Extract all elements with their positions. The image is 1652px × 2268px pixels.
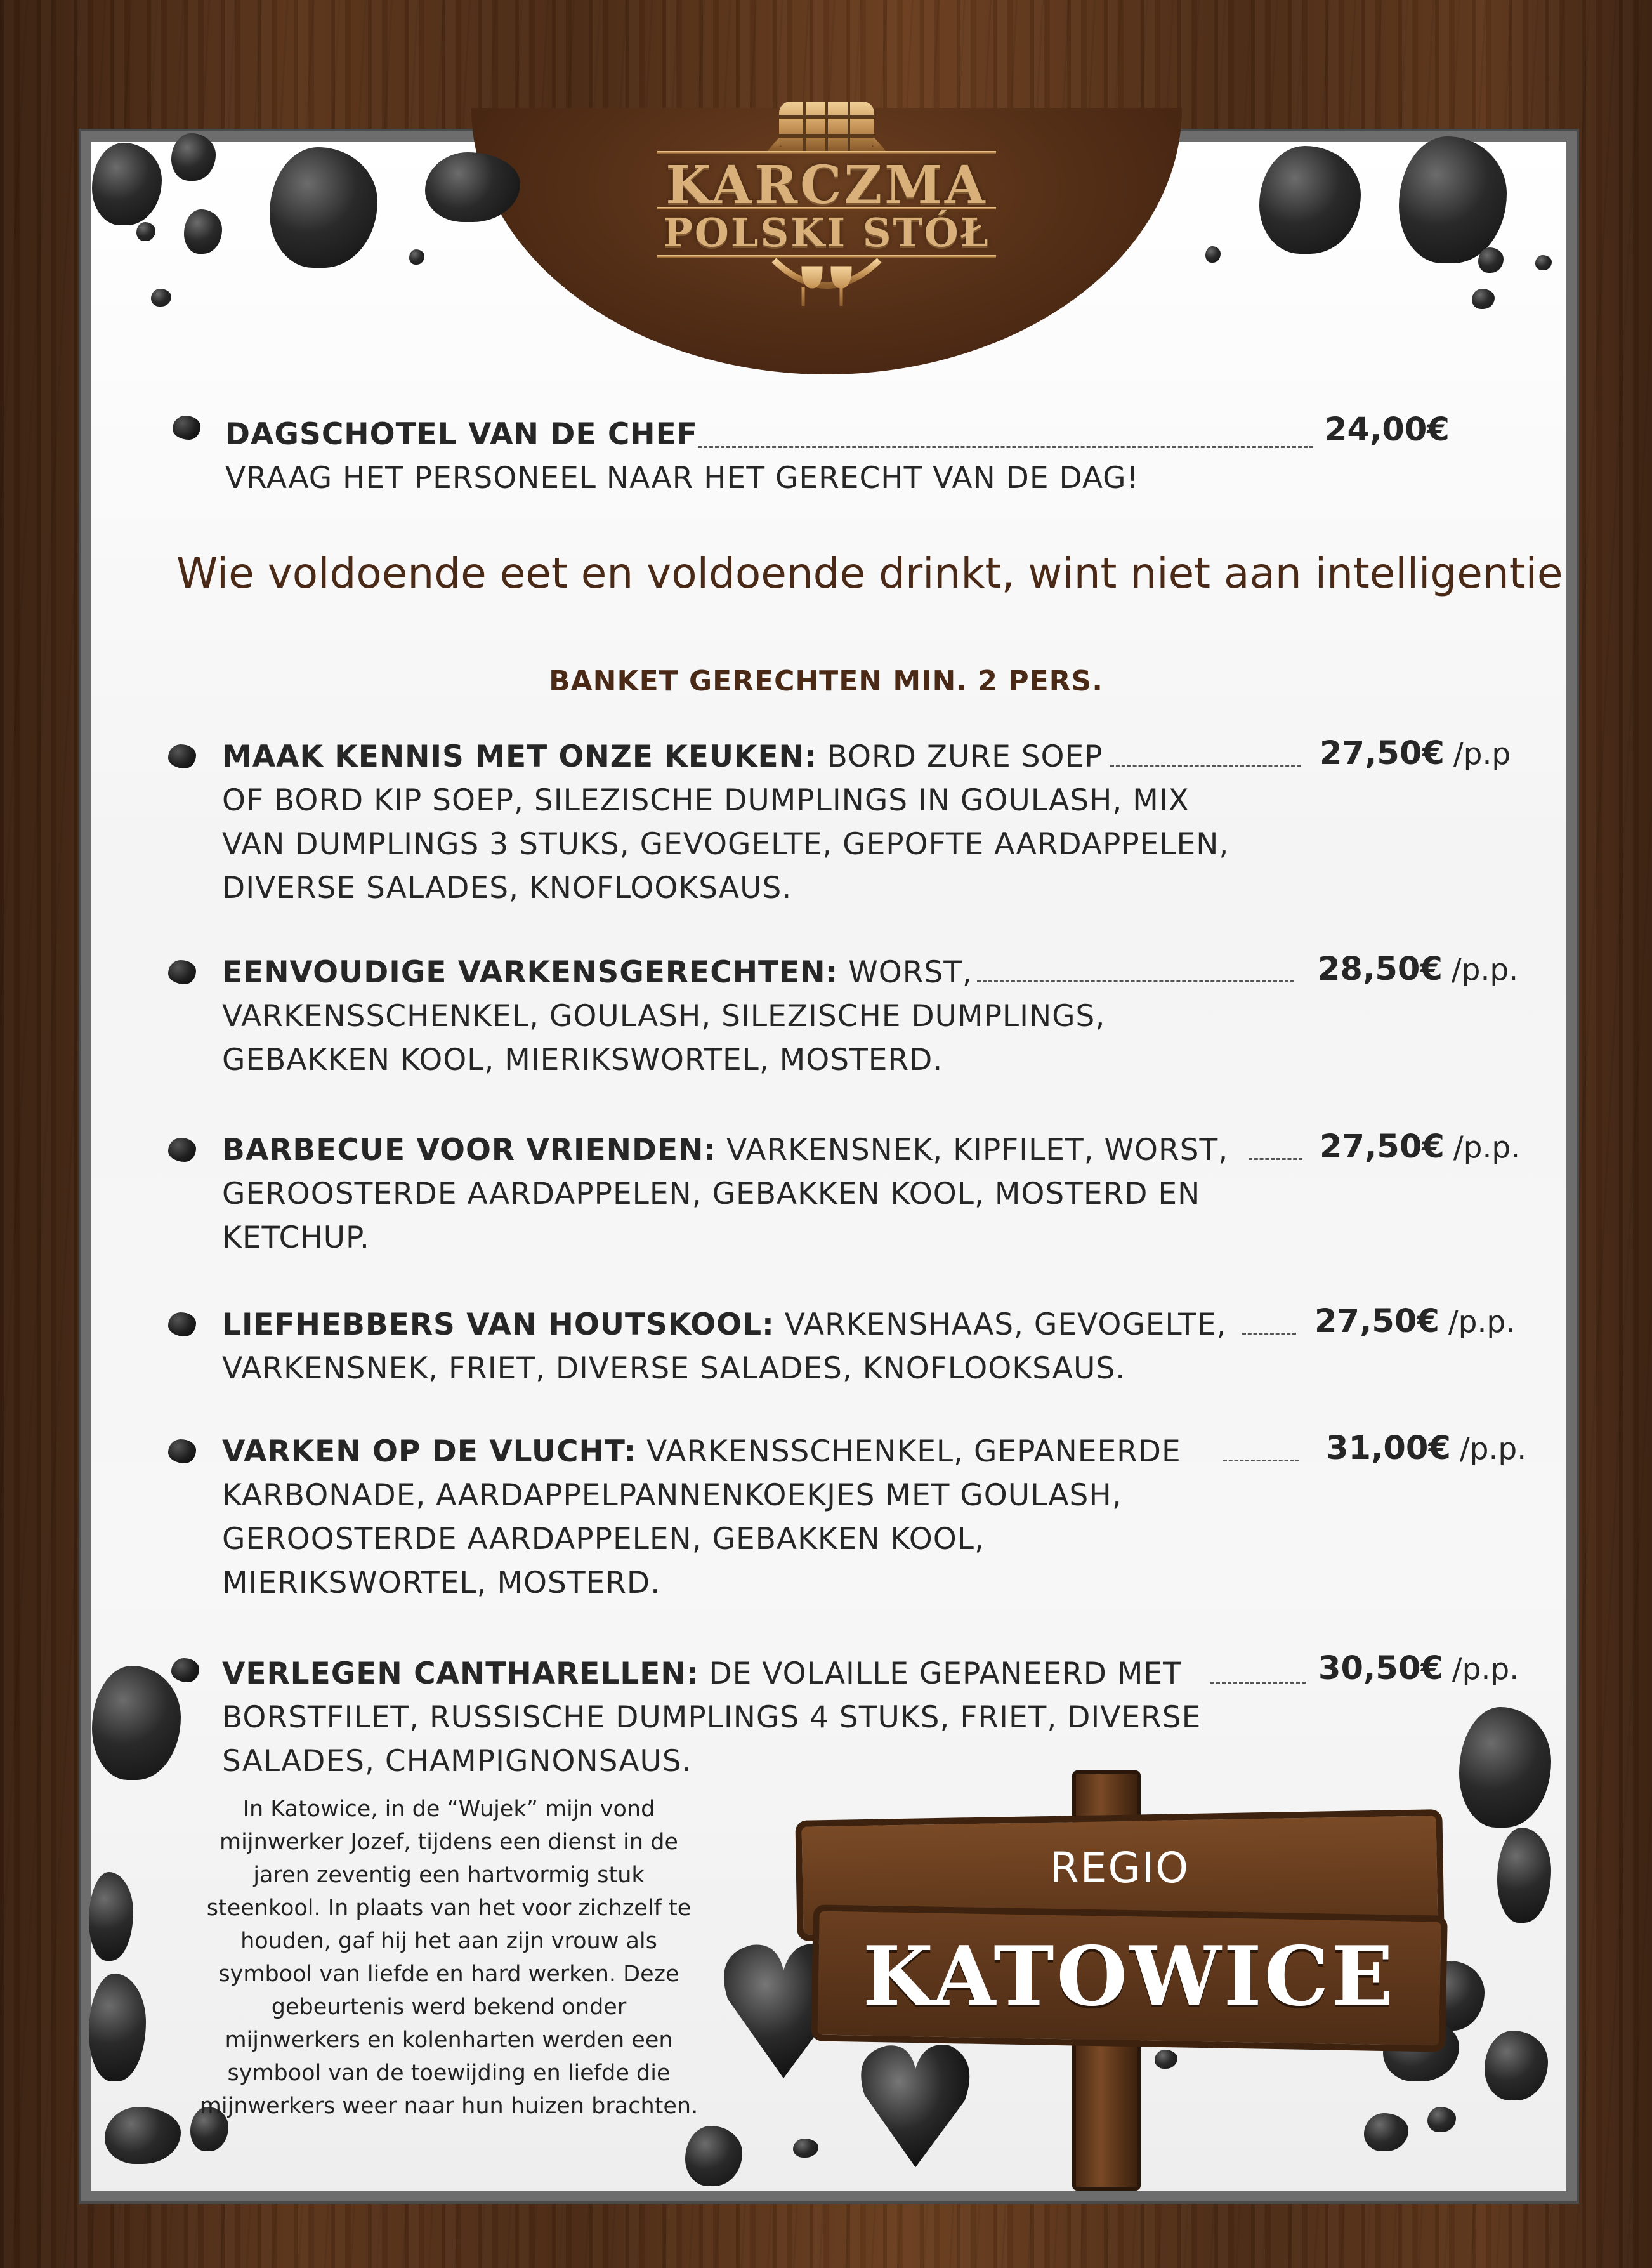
menu-item-price xyxy=(1320,1128,1520,1166)
menu-item xyxy=(222,1128,1339,1260)
menu-item-description: GEBAKKEN KOOL, MIERIKSWORTEL, MOSTERD. xyxy=(222,1043,943,1078)
story-line: steenkool. In plaats van het voor zichzelf te xyxy=(206,1895,692,1921)
menu-item-name: LIEFHEBBERS VAN HOUTSKOOL: xyxy=(222,1307,775,1342)
quote: Wie voldoende eet en voldoende drinkt, wint niet aan intelligentie xyxy=(176,549,1563,598)
price-unit: /p.p. xyxy=(1453,1130,1521,1165)
restaurant-logo xyxy=(653,89,1000,317)
menu-item-description: KETCHUP. xyxy=(222,1220,370,1255)
menu-item-description: WORST, xyxy=(838,955,973,990)
menu-item-description: VARKENSNEK, FRIET, DIVERSE SALADES, KNOFLOOKSAUS. xyxy=(222,1351,1126,1386)
price-leader xyxy=(1249,1158,1302,1160)
price-unit: /p.p. xyxy=(1451,953,1519,987)
price-value: 27,50€ xyxy=(1320,1128,1445,1166)
price-unit: /p.p. xyxy=(1448,1305,1516,1340)
section-title: BANKET GERECHTEN MIN. 2 PERS. xyxy=(549,665,1103,697)
menu-item-name: VARKEN OP DE VLUCHT: xyxy=(222,1434,637,1469)
menu-item-name: VERLEGEN CANTHARELLEN: xyxy=(222,1656,699,1691)
menu-item-description: BORD ZURE SOEP xyxy=(816,739,1103,774)
coal-bullet-icon xyxy=(168,744,196,768)
menu-item-description: DE VOLAILLE GEPANEERD MET xyxy=(698,1656,1182,1691)
story-line: jaren zeventig een hartvormig stuk xyxy=(253,1863,645,1888)
menu-item-name: BARBECUE VOOR VRIENDEN: xyxy=(222,1133,717,1168)
story-line: In Katowice, in de “Wujek” mijn vond xyxy=(242,1797,655,1822)
coal-heart-icon xyxy=(855,2037,976,2170)
sign-city-label: KATOWICE xyxy=(862,1929,1396,2024)
menu-item xyxy=(222,1430,1339,1605)
menu-item-price xyxy=(1314,1303,1515,1340)
daily-special-subtitle: VRAAG HET PERSONEEL NAAR HET GERECHT VAN DE DAG! xyxy=(225,461,1139,496)
price-unit: /p.p. xyxy=(1452,1652,1519,1687)
menu-item-price xyxy=(1320,735,1511,772)
price-leader xyxy=(1110,765,1301,767)
price-value: 31,00€ xyxy=(1326,1430,1451,1467)
menu-item-description: DIVERSE SALADES, KNOFLOOKSAUS. xyxy=(222,871,792,906)
menu-item-description: VARKENSHAAS, GEVOGELTE, xyxy=(774,1307,1227,1342)
menu-item-description: VAN DUMPLINGS 3 STUKS, GEVOGELTE, GEPOFTE AARDAPPELEN, xyxy=(222,827,1229,862)
menu-item-price xyxy=(1318,951,1518,988)
story-line: symbool van de toewijding en liefde die xyxy=(227,2060,671,2086)
menu-item-description: OF BORD KIP SOEP, SILEZISCHE DUMPLINGS IN GOULASH, MIX xyxy=(222,783,1190,818)
katowice-story xyxy=(159,1793,739,2123)
menu-item-description: GEROOSTERDE AARDAPPELEN, GEBAKKEN KOOL, xyxy=(222,1522,985,1557)
daily-special xyxy=(225,412,1335,500)
menu-item-price xyxy=(1318,1650,1519,1687)
daily-special-title: DAGSCHOTEL VAN DE CHEF xyxy=(225,417,698,452)
story-line: mijnwerkers weer naar hun huizen brachten. xyxy=(199,2093,698,2119)
price-leader xyxy=(1223,1460,1299,1461)
story-line: mijnwerker Jozef, tijdens een dienst in de xyxy=(220,1830,678,1855)
menu-item-description: KARBONADE, AARDAPPELPANNENKOEKJES MET GOULASH, xyxy=(222,1478,1122,1513)
price-leader xyxy=(1210,1682,1306,1684)
sign-region-label: REGIO xyxy=(1049,1843,1190,1892)
coal-bullet-icon xyxy=(173,416,200,440)
menu-item xyxy=(222,1652,1339,1783)
price-value: 28,50€ xyxy=(1318,951,1443,988)
price-unit: /p.p. xyxy=(1459,1432,1527,1467)
menu-item-name: EENVOUDIGE VARKENSGERECHTEN: xyxy=(222,955,839,990)
menu-item-description: SALADES, CHAMPIGNONSAUS. xyxy=(222,1744,692,1779)
logo-word-polski-stol: POLSKI STÓŁ xyxy=(663,209,990,256)
logo-word-karczma: KARCZMA xyxy=(665,155,988,216)
menu-item-description: GEROOSTERDE AARDAPPELEN, GEBAKKEN KOOL, MOSTERD EN xyxy=(222,1177,1201,1211)
menu-item-description: VARKENSSCHENKEL, GOULASH, SILEZISCHE DUMPLINGS, xyxy=(222,999,1106,1034)
daily-special-price: 24,00€ xyxy=(1325,411,1450,449)
price-value: 30,50€ xyxy=(1318,1650,1443,1687)
price-value: 27,50€ xyxy=(1320,735,1445,772)
price-leader xyxy=(698,446,1313,448)
price-unit: /p.p xyxy=(1453,737,1511,772)
price-value: 27,50€ xyxy=(1314,1303,1439,1340)
coal-bullet-icon xyxy=(168,1138,196,1162)
menu-item-description: VARKENSNEK, KIPFILET, WORST, xyxy=(716,1133,1229,1168)
menu-item-price xyxy=(1326,1430,1526,1467)
coal-bullet-icon xyxy=(168,1312,196,1336)
coal-bullet-icon xyxy=(168,960,196,984)
menu-item-name: MAAK KENNIS MET ONZE KEUKEN: xyxy=(222,739,817,774)
menu-item xyxy=(222,1303,1339,1390)
menu-item-description: MIERIKSWORTEL, MOSTERD. xyxy=(222,1566,661,1600)
price-leader xyxy=(1242,1333,1296,1335)
price-leader xyxy=(977,980,1294,982)
menu-item-description: BORSTFILET, RUSSISCHE DUMPLINGS 4 STUKS, FRIET, DIVERSE xyxy=(222,1700,1202,1735)
menu-item-description: VARKENSSCHENKEL, GEPANEERDE xyxy=(636,1434,1181,1469)
coal-bullet-icon xyxy=(171,1658,199,1682)
story-line: gebeurtenis werd bekend onder xyxy=(271,1994,627,2020)
menu-item xyxy=(222,951,1339,1082)
story-line: mijnwerkers en kolenharten werden een xyxy=(225,2027,673,2053)
menu-item xyxy=(222,735,1339,910)
story-line: symbool van liefde en hard werken. Deze xyxy=(218,1961,679,1987)
coal-bullet-icon xyxy=(168,1439,196,1463)
story-line: houden, gaf hij het aan zijn vrouw als xyxy=(240,1928,657,1954)
